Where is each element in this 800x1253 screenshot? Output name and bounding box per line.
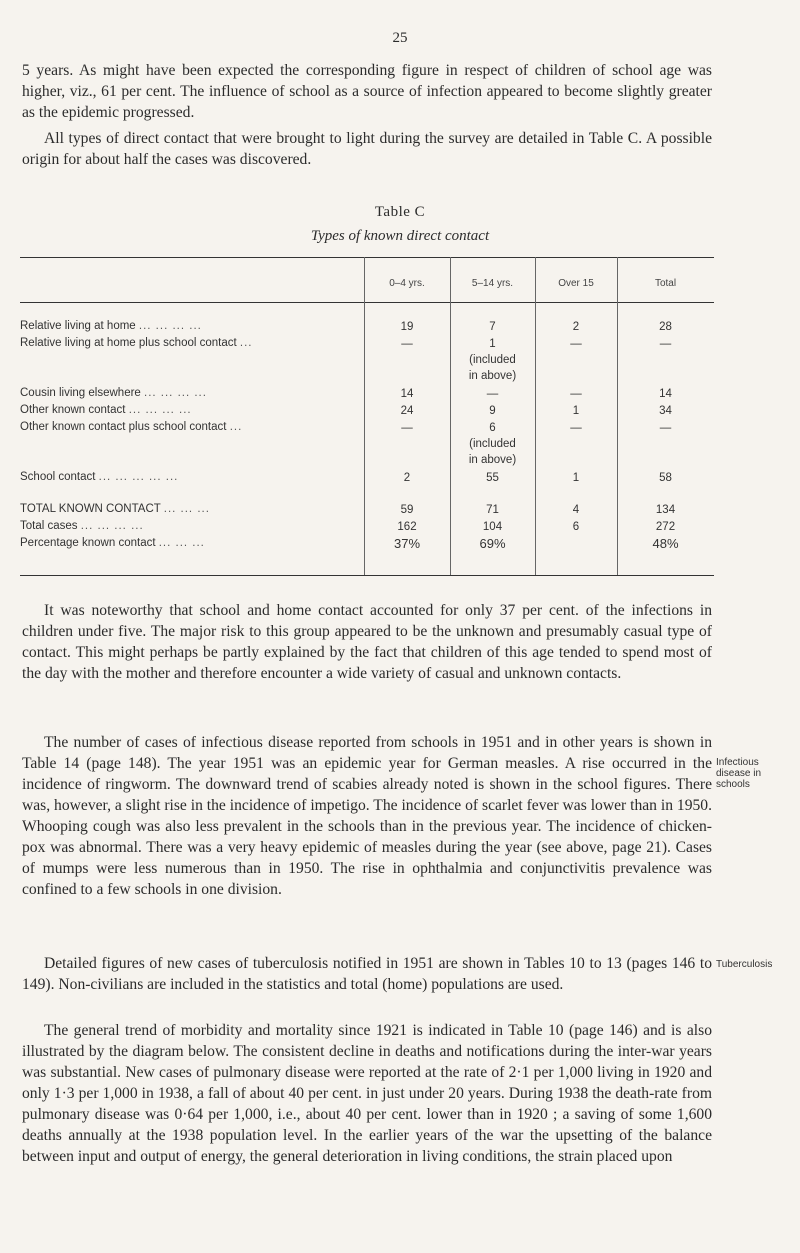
table-cell: 24 bbox=[400, 405, 414, 417]
table-cell: 19 bbox=[400, 321, 414, 333]
table-cell: 48% bbox=[652, 536, 679, 551]
column-header-0-4: 0–4 yrs. bbox=[389, 278, 425, 289]
table-bottom-rule bbox=[20, 575, 714, 576]
row-label: TOTAL KNOWN CONTACT ... ... ... bbox=[20, 503, 210, 515]
table-cell: 14 bbox=[659, 388, 672, 400]
row-label: Total cases ... ... ... ... bbox=[20, 520, 144, 532]
row-label: Cousin living elsewhere ... ... ... ... bbox=[20, 387, 207, 399]
column-header-total: Total bbox=[654, 278, 677, 289]
table-title: Table C bbox=[374, 204, 426, 220]
table-cell: 162 bbox=[397, 521, 417, 533]
body-paragraph-4: The general trend of morbidity and mortality since 1921 is indicated in Table 10 (page 146) and is also illustrated by the diagram below. The consistent decline in deaths and notifications during the inter-war years was substantial. New cases of pulmonary disease were reported at the rate of 2·1 per 1,000 living in 1920 and only 1·3 per 1,000 in 1938, a fall of about 40 per cent. in just under 20 years. During 1938 the death-rate from pulmonary disease was 0·64 per 1,000, i.e., about 40 per cent. lower than in 1920 ; a saving of some 1,600 deaths annually at the 1938 population level. In the earlier years of the war the upsetting of the balance between input and output of energy, the general deterioration in living conditions, the strain placed upon bbox=[22, 1022, 712, 1165]
row-label: Relative living at home plus school contact ... bbox=[20, 337, 253, 349]
column-header-5-14: 5–14 yrs. bbox=[471, 278, 514, 289]
table-cell: 272 bbox=[655, 521, 676, 533]
table-header-rule bbox=[20, 302, 714, 303]
table-top-rule bbox=[20, 257, 714, 258]
table-cell: 9 bbox=[489, 405, 496, 417]
table-cell-note: in above) bbox=[468, 454, 517, 466]
table-cell: — bbox=[570, 422, 582, 434]
contact-table bbox=[20, 257, 714, 577]
table-cell: — bbox=[486, 388, 499, 400]
table-cell: 2 bbox=[403, 472, 411, 484]
table-subtitle: Types of known direct contact bbox=[310, 228, 490, 244]
intro-paragraph-1: 5 years. As might have been expected the corresponding figure in respect of children of school age was higher, viz., 61 per cent. The influence of school as a source of infection appeared to become slightly greater as the epidemic progressed. bbox=[22, 62, 712, 121]
table-cell-note: (included bbox=[469, 438, 516, 450]
body-paragraph-1: It was noteworthy that school and home contact accounted for only 37 per cent. of the infections in children under five. The major risk to this group appeared to be the unknown and presumably casual type of contact. This might perhaps be partly explained by the fact that children of this age tended to spend most of the day with the mother and therefore encounter a wide variety of casual and unknown contacts. bbox=[22, 602, 712, 682]
table-cell: — bbox=[659, 338, 672, 350]
row-label: Other known contact plus school contact ... bbox=[20, 421, 243, 433]
row-label: School contact ... ... ... ... ... bbox=[20, 471, 179, 483]
table-cell-note: in above) bbox=[468, 370, 517, 382]
table-cell: — bbox=[401, 422, 413, 434]
table-cell: 1 bbox=[572, 405, 580, 417]
table-cell: 58 bbox=[659, 472, 672, 484]
row-label: Percentage known contact ... ... ... bbox=[20, 537, 205, 549]
table-cell: 6 bbox=[489, 422, 496, 434]
table-cell: 37% bbox=[393, 536, 421, 551]
table-cell: 71 bbox=[486, 504, 499, 516]
body-paragraph-2: The number of cases of infectious disease reported from schools in 1951 and in other years is shown in Table 14 (page 148). The year 1951 was an epidemic year for German measles. A rise occurred in the incidence of ringworm. The downward trend of scabies already noted is shown in the school figures. There was, however, a slight rise in the incidence of impetigo. The incidence of scarlet fever was lower than in 1950. Whooping cough was also less prevalent in the schools than in the previous year. The incidence of chicken-pox was abnormal. There was a very heavy epidemic of measles during the year (see above, page 21). Cases of mumps were less numerous than in 1950. The rise in ophthalmia and conjunctivitis prevalence was confined to a few schools in one division. bbox=[22, 734, 712, 898]
table-cell: — bbox=[570, 338, 582, 350]
margin-note-tuberculosis: Tuberculosis bbox=[716, 959, 773, 970]
table-cell: 69% bbox=[479, 536, 506, 551]
table-cell-note: (included bbox=[469, 354, 516, 366]
table-cell: 14 bbox=[400, 388, 414, 400]
table-cell: 2 bbox=[572, 321, 580, 333]
table-cell: 59 bbox=[400, 504, 414, 516]
table-cell: 134 bbox=[655, 504, 676, 516]
table-cell: 7 bbox=[489, 321, 496, 333]
table-cell: 28 bbox=[659, 321, 672, 333]
margin-note-line: schools bbox=[716, 779, 750, 790]
table-cell: 1 bbox=[489, 338, 496, 350]
page-number: 25 bbox=[392, 30, 408, 46]
table-cell: — bbox=[570, 388, 582, 400]
table-cell: 34 bbox=[659, 405, 672, 417]
table-cell: — bbox=[401, 338, 413, 350]
body-paragraph-3: Detailed figures of new cases of tuberculosis notified in 1951 are shown in Tables 10 to 13 (pages 146 to 149). Non-civilians are included in the statistics and total (home) populations are used. bbox=[22, 955, 712, 993]
table-cell: 1 bbox=[572, 472, 580, 484]
table-cell: 104 bbox=[482, 521, 503, 533]
intro-paragraph-2: All types of direct contact that were brought to light during the survey are detailed in Table C. A possible origin for about half the cases was discovered. bbox=[22, 130, 712, 168]
row-label: Other known contact ... ... ... ... bbox=[20, 404, 192, 416]
table-cell: 4 bbox=[572, 504, 580, 516]
table-cell: — bbox=[659, 422, 672, 434]
margin-note-line: disease in bbox=[716, 768, 762, 779]
column-header-over-15: Over 15 bbox=[558, 278, 594, 289]
margin-note-infectious bbox=[716, 757, 761, 790]
table-cell: 6 bbox=[572, 521, 580, 533]
table-cell: 55 bbox=[486, 472, 499, 484]
margin-note-line: Infectious bbox=[716, 757, 759, 768]
row-label: Relative living at home ... ... ... ... bbox=[20, 320, 202, 332]
